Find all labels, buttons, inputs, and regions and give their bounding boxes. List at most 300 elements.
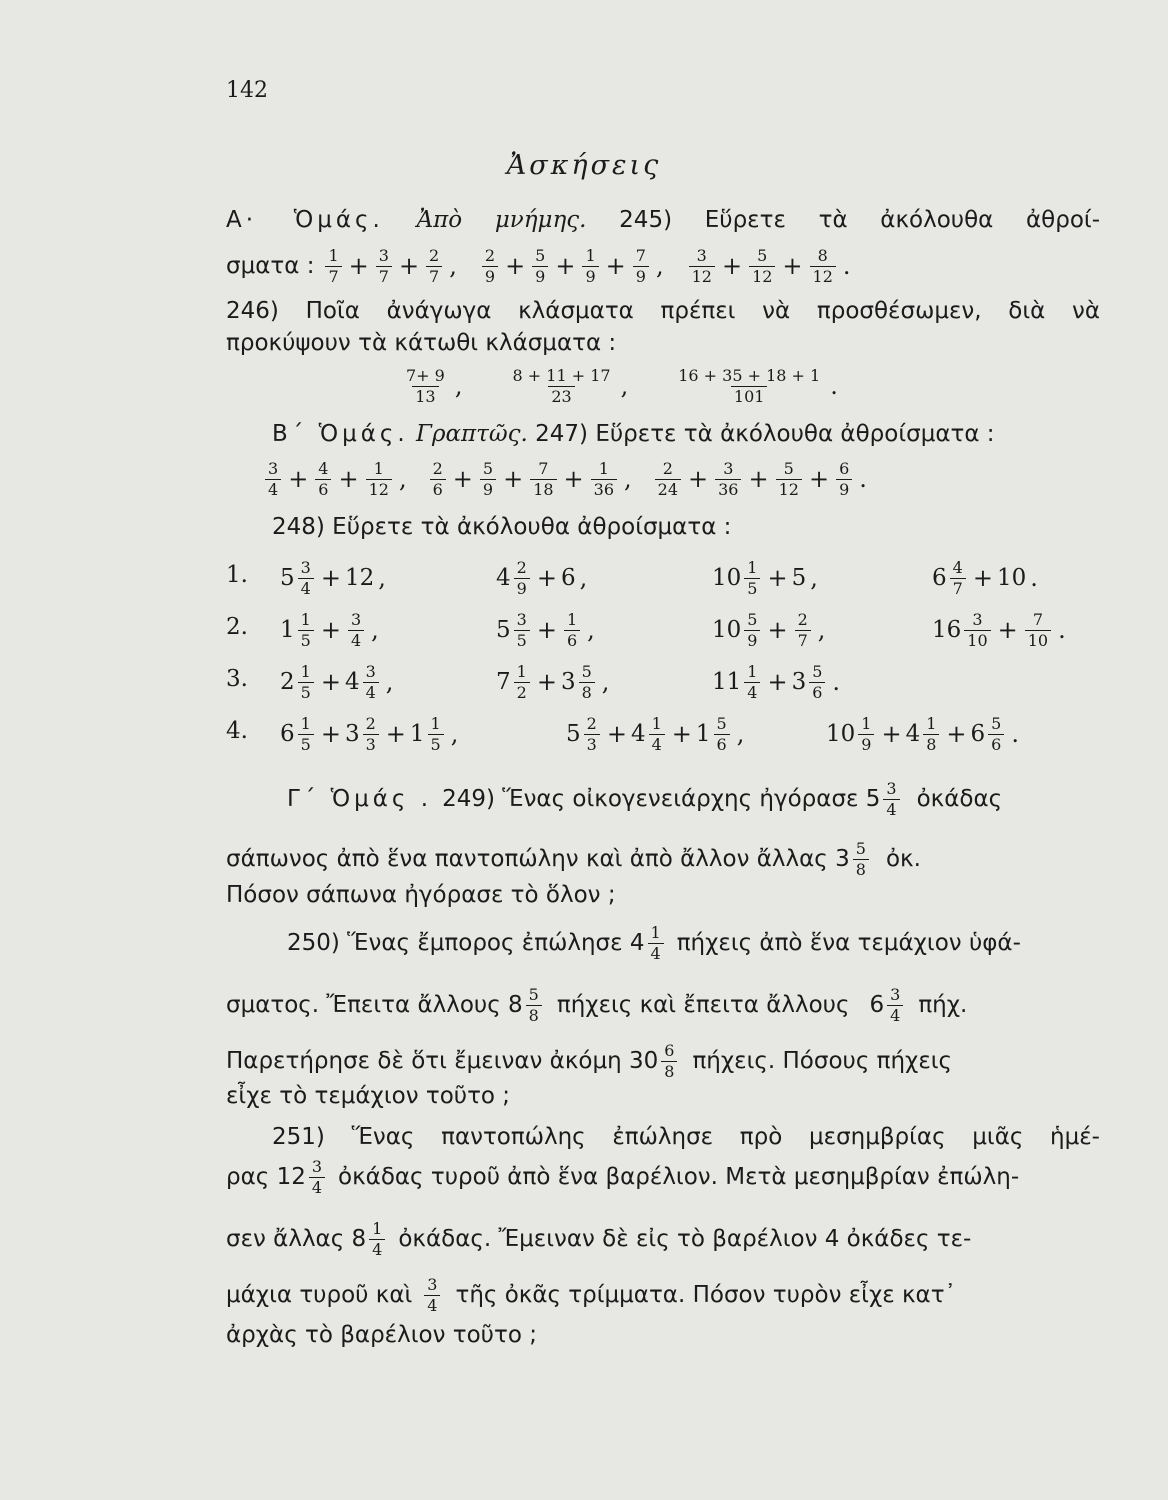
fraction <box>633 247 649 286</box>
whole-number: 4 <box>344 669 360 695</box>
punctuation: , <box>810 564 818 592</box>
fraction <box>265 460 281 499</box>
fraction-numerator: 8 <box>817 245 828 265</box>
fraction-denominator: 7 <box>950 578 966 598</box>
fraction-denominator: 4 <box>298 578 314 598</box>
plus-sign: + <box>767 564 788 592</box>
punctuation: , <box>579 564 588 592</box>
exercise-248-row <box>226 708 1100 760</box>
whole-number: 1 <box>695 721 711 747</box>
fraction-denominator: 12 <box>366 479 392 499</box>
fraction-numerator: 1 <box>861 713 872 733</box>
fraction-numerator: 3 <box>365 661 376 681</box>
mixed-number-sum <box>280 552 390 604</box>
fraction-numerator: 3 <box>300 557 311 577</box>
exercise-250-text-h: Παρετήρησε δὲ ὅτι ἔμειναν ἀκόμη 30 <box>226 1048 659 1074</box>
row-label: 1. <box>226 562 248 588</box>
fraction <box>809 663 825 702</box>
whole-number: 1 <box>409 721 425 747</box>
fraction <box>582 247 598 286</box>
fraction-numerator: 1 <box>747 557 758 577</box>
plus-sign: + <box>385 720 406 748</box>
punctuation: , <box>450 720 459 748</box>
punctuation: , <box>620 372 629 400</box>
fraction <box>744 663 760 702</box>
exercise-246-line1: 246) Ποῖα ἀνάγωγα κλάσματα πρέπει νὰ προσθέσωμεν, διὰ νὰ <box>226 298 1100 324</box>
plus-sign: + <box>338 465 359 493</box>
fraction-denominator: 8 <box>923 734 939 754</box>
fraction-denominator: 12 <box>749 266 775 286</box>
fraction-numerator: 5 <box>991 713 1002 733</box>
fraction-numerator: 1 <box>430 713 441 733</box>
fraction-numerator: 8 + 11 + 17 <box>512 365 611 385</box>
fraction-numerator: 1 <box>566 609 578 629</box>
exercise-251-line2 <box>226 1148 1019 1206</box>
exercise-250-fraction-3: 3 4 <box>887 986 903 1025</box>
fraction-numerator: 3 <box>723 458 734 478</box>
exercise-251-text-d: σεν ἄλλας 8 <box>226 1226 367 1252</box>
fraction <box>858 715 874 754</box>
plus-sign: + <box>997 616 1018 644</box>
exercise-249-text-a: 249) Ἕνας οἰκογενειάρχης ἠγόρασε 5 <box>442 786 881 812</box>
fraction <box>964 611 990 650</box>
punctuation: , <box>624 465 632 493</box>
fraction-numerator: 2 <box>484 245 496 265</box>
plus-sign: + <box>563 465 584 493</box>
exercise-251-text-h: τῆς ὀκᾶς τρίμματα. Πόσον τυρὸν εἶχε κατ᾽ <box>455 1282 957 1308</box>
fraction-denominator: 7 <box>376 266 392 286</box>
exercise-245-sums <box>226 238 873 294</box>
sum-expression <box>262 460 411 499</box>
fraction-numerator: 3 <box>350 609 362 629</box>
group-c-label: Γ΄ Ὁμάς . <box>287 786 433 812</box>
fraction <box>532 247 548 286</box>
exercise-251-text-b: ρας 12 <box>226 1164 306 1190</box>
fraction-denominator: 9 <box>514 578 530 598</box>
fraction-denominator: 10 <box>964 630 990 650</box>
fraction-denominator: 6 <box>988 734 1004 754</box>
fraction <box>988 715 1004 754</box>
fraction-denominator: 3 <box>584 734 600 754</box>
fraction-denominator: 9 <box>532 266 548 286</box>
mixed-number-sum <box>566 708 748 760</box>
plus-sign: + <box>505 252 526 280</box>
fraction <box>836 460 852 499</box>
mixed-number-sum <box>280 708 462 760</box>
fraction <box>591 460 617 499</box>
fraction <box>579 663 595 702</box>
exercise-251-line5: ἀρχὰς τὸ βαρέλιον τοῦτο ; <box>226 1322 537 1348</box>
group-a-title: Ἀπὸ μνήμης. <box>416 207 587 233</box>
fraction-denominator: 23 <box>548 386 574 406</box>
exercise-251-text-g: μάχια τυροῦ καὶ <box>226 1282 413 1308</box>
exercise-249-fraction-2: 5 8 <box>853 840 869 879</box>
whole-number: 5 <box>280 565 295 591</box>
mixed-number-sum <box>496 604 599 656</box>
fraction-numerator: 3 <box>696 245 707 265</box>
fraction <box>950 559 966 598</box>
fraction-denominator: 18 <box>530 479 556 499</box>
fraction <box>795 611 811 650</box>
fraction-denominator: 9 <box>836 479 852 499</box>
exercise-247-text: 247) Εὕρετε τὰ ἀκόλουθα ἀθροίσματα : <box>535 421 995 447</box>
fraction-denominator: 6 <box>809 682 825 702</box>
fraction-numerator: 7 <box>1032 609 1044 629</box>
plus-sign: + <box>782 252 803 280</box>
whole-number: 3 <box>560 669 576 695</box>
plus-sign: + <box>320 616 341 644</box>
exercise-248-row <box>226 552 1100 604</box>
punctuation: , <box>449 252 457 280</box>
plus-sign: + <box>605 252 626 280</box>
fraction-denominator: 9 <box>744 630 760 650</box>
exercise-251-text-e: ὀκάδας. Ἔμειναν δὲ εἰς τὸ βαρέλιον 4 ὀκάδες τε- <box>398 1226 972 1252</box>
group-b-label: Β΄ Ὁμάς. <box>272 421 409 447</box>
punctuation: . <box>859 465 867 493</box>
exercise-250-line4: εἶχε τὸ τεμάχιον τοῦτο ; <box>226 1083 511 1109</box>
fraction <box>514 663 530 702</box>
page-number: 142 <box>226 78 268 103</box>
punctuation: , <box>601 668 610 696</box>
exercise-251-text-c: ὀκάδας τυροῦ ἀπὸ ἕνα βαρέλιον. Μετὰ μεσημβρίαν ἐπώλη- <box>338 1164 1020 1190</box>
fraction-denominator: 5 <box>428 734 444 754</box>
punctuation: , <box>378 564 386 592</box>
fraction-denominator: 5 <box>298 682 314 702</box>
exercise-249-fraction-1: 3 4 <box>883 780 899 819</box>
fraction-numerator: 4 <box>952 557 963 577</box>
exercise-250-text-c: σματος. Ἔπειτα ἄλλους 8 <box>226 992 523 1018</box>
fraction-numerator: 2 <box>586 713 597 733</box>
punctuation: , <box>398 465 407 493</box>
punctuation: . <box>1058 616 1066 644</box>
plus-sign: + <box>536 668 557 696</box>
plus-sign: + <box>320 720 341 748</box>
plus-sign: + <box>721 252 743 280</box>
fraction-numerator: 1 <box>585 245 596 265</box>
fraction-denominator: 2 <box>514 682 530 702</box>
plus-sign: + <box>348 252 369 280</box>
whole-number: 2 <box>280 669 295 695</box>
plus-sign: + <box>503 465 524 493</box>
group-a-line <box>226 205 1100 235</box>
plus-sign: + <box>808 465 830 493</box>
fraction-denominator: 5 <box>298 734 314 754</box>
reducible-fraction <box>507 367 633 406</box>
exercise-250-line2 <box>226 976 967 1034</box>
exercise-251-fraction-2: 1 4 <box>369 1220 385 1259</box>
row-label: 2. <box>226 614 248 640</box>
exercise-251-line1: 251) Ἕνας παντοπώλης ἐπώλησε πρὸ μεσημβρίας μιᾶς ἡμέ- <box>272 1124 1100 1150</box>
fraction <box>1025 611 1051 650</box>
plus-sign: + <box>748 465 769 493</box>
fraction-denominator: 9 <box>633 266 649 286</box>
whole-number: 6 <box>560 565 576 591</box>
fraction-denominator: 9 <box>482 266 498 286</box>
fraction-numerator: 5 <box>747 609 758 629</box>
fraction-denominator: 7 <box>426 266 442 286</box>
whole-number: 4 <box>630 721 646 747</box>
plus-sign: + <box>536 564 557 592</box>
whole-number: 10 <box>712 565 742 591</box>
exercise-246-fractions <box>400 358 882 414</box>
fraction-denominator: 6 <box>315 479 331 499</box>
fraction-numerator: 5 <box>716 713 727 733</box>
exercise-250-text-e: 6 <box>869 992 885 1018</box>
plus-sign: + <box>767 616 788 644</box>
whole-number: 4 <box>496 565 511 591</box>
exercise-249-line3: Πόσον σάπωνα ἠγόρασε τὸ ὅλον ; <box>226 882 616 908</box>
fraction-numerator: 2 <box>365 713 376 733</box>
fraction <box>315 460 331 499</box>
fraction-denominator: 4 <box>265 479 281 499</box>
fraction-numerator: 1 <box>598 458 609 478</box>
exercise-250-text-g: πήχ. <box>918 992 968 1018</box>
fraction <box>298 559 314 598</box>
row-label: 4. <box>226 718 248 744</box>
exercise-250-fraction-4: 6 8 <box>661 1042 677 1081</box>
fraction <box>363 715 379 754</box>
whole-number: 10 <box>712 617 742 643</box>
fraction-denominator: 101 <box>731 386 768 406</box>
fraction-numerator: 1 <box>926 713 937 733</box>
fraction <box>428 715 444 754</box>
exercise-249-text-c: σάπωνος ἀπὸ ἕνα παντοπώλην καὶ ἀπὸ ἄλλον ἄλλας 3 <box>226 846 850 872</box>
exercise-250-text-b: πήχεις ἀπὸ ἕνα τεμάχιον ὑφά- <box>676 930 1021 956</box>
fraction-numerator: 1 <box>747 661 758 681</box>
plus-sign: + <box>320 668 341 696</box>
punctuation: . <box>1011 720 1019 748</box>
plus-sign: + <box>288 465 309 493</box>
fraction-denominator: 4 <box>744 682 760 702</box>
whole-number: 16 <box>932 617 962 643</box>
fraction-numerator: 3 <box>516 609 527 629</box>
punctuation: , <box>454 372 463 400</box>
exercise-249-text-d: ὀκ. <box>885 846 921 872</box>
fraction <box>715 460 741 499</box>
whole-number: 12 <box>344 565 375 591</box>
fraction-numerator: 5 <box>535 245 546 265</box>
fraction <box>530 460 556 499</box>
fraction-numerator: 1 <box>651 713 662 733</box>
exercise-249-text-b: ὀκάδας <box>916 786 1003 812</box>
reducible-fraction <box>672 367 842 406</box>
fraction <box>510 367 614 406</box>
exercise-251-fraction-1: 3 4 <box>309 1158 325 1197</box>
fraction-denominator: 5 <box>514 630 530 650</box>
plus-sign: + <box>555 252 576 280</box>
exercise-248-row <box>226 656 1100 708</box>
fraction-numerator: 5 <box>581 661 592 681</box>
fraction <box>689 247 715 286</box>
whole-number: 6 <box>280 721 295 747</box>
plus-sign: + <box>767 668 788 696</box>
fraction <box>426 247 442 286</box>
whole-number: 7 <box>496 669 511 695</box>
row-label: 3. <box>226 666 248 692</box>
punctuation: , <box>817 616 826 644</box>
fraction-denominator: 9 <box>858 734 874 754</box>
mixed-number-sum <box>712 552 822 604</box>
whole-number: 10 <box>996 565 1027 591</box>
fraction <box>923 715 939 754</box>
fraction-denominator: 12 <box>689 266 715 286</box>
section-heading: Ἀσκήσεις <box>506 150 662 181</box>
fraction-numerator: 2 <box>797 609 808 629</box>
fraction-numerator: 2 <box>662 458 673 478</box>
fraction <box>325 247 341 286</box>
mixed-number-sum <box>496 656 613 708</box>
exercise-247-sums <box>262 450 887 508</box>
plus-sign: + <box>946 720 967 748</box>
exercise-250-text-i: πήχεις. Πόσους πήχεις <box>692 1048 953 1074</box>
group-b-line <box>272 419 995 449</box>
whole-number: 5 <box>791 565 807 591</box>
fraction <box>482 247 498 286</box>
fraction-numerator: 2 <box>429 245 440 265</box>
exercise-250-text-d: πήχεις καὶ ἔπειτα ἄλλους <box>556 992 850 1018</box>
fraction-denominator: 13 <box>412 386 438 406</box>
whole-number: 5 <box>566 721 581 747</box>
exercise-250-line1 <box>287 914 1021 972</box>
fraction-denominator: 12 <box>810 266 836 286</box>
fraction-numerator: 3 <box>268 458 279 478</box>
fraction-denominator: 5 <box>744 578 760 598</box>
fraction-denominator: 36 <box>715 479 741 499</box>
fraction <box>564 611 580 650</box>
fraction <box>655 460 681 499</box>
fraction <box>348 611 364 650</box>
punctuation: . <box>1030 564 1038 592</box>
fraction-numerator: 5 <box>757 245 768 265</box>
fraction <box>376 247 392 286</box>
fraction <box>584 715 600 754</box>
punctuation: . <box>842 252 851 280</box>
fraction-denominator: 24 <box>655 479 681 499</box>
fraction-numerator: 2 <box>516 557 527 577</box>
whole-number: 11 <box>712 669 742 695</box>
sum-expression <box>322 247 460 286</box>
mixed-number-sum <box>280 604 383 656</box>
fraction <box>514 611 530 650</box>
plus-sign: + <box>881 720 902 748</box>
mixed-number-sum <box>712 656 844 708</box>
fraction <box>776 460 802 499</box>
fraction-numerator: 5 <box>482 458 494 478</box>
punctuation: , <box>655 252 664 280</box>
fraction <box>675 367 823 406</box>
fraction-numerator: 4 <box>318 458 329 478</box>
fraction <box>363 663 379 702</box>
mixed-number-sum <box>496 552 591 604</box>
fraction-denominator: 9 <box>582 266 598 286</box>
fraction-numerator: 3 <box>378 245 389 265</box>
fraction-denominator: 4 <box>649 734 665 754</box>
whole-number: 10 <box>826 721 856 747</box>
sum-expression <box>652 460 871 499</box>
fraction-denominator: 12 <box>776 479 802 499</box>
whole-number: 1 <box>280 617 295 643</box>
whole-number: 4 <box>905 721 921 747</box>
fraction-numerator: 16 + 35 + 18 + 1 <box>678 365 821 385</box>
fraction-numerator: 7 <box>538 458 549 478</box>
exercise-251-fraction-3: 3 4 <box>424 1276 440 1315</box>
exercise-245-text: 245) Εὕρετε τὰ ἀκόλουθα ἀθροί- <box>619 207 1101 233</box>
plus-sign: + <box>320 564 341 592</box>
exercise-245-text2: σματα : <box>226 253 315 279</box>
fraction <box>366 460 392 499</box>
mixed-number-sum <box>932 552 1042 604</box>
mixed-number-sum <box>712 604 829 656</box>
fraction-numerator: 1 <box>300 713 311 733</box>
fraction-numerator: 6 <box>839 458 850 478</box>
mixed-number-sum <box>826 708 1023 760</box>
fraction <box>744 559 760 598</box>
plus-sign: + <box>606 720 627 748</box>
punctuation: , <box>385 668 394 696</box>
fraction-denominator: 4 <box>348 630 364 650</box>
fraction-numerator: 3 <box>972 609 983 629</box>
plus-sign: + <box>452 465 473 493</box>
fraction <box>749 247 775 286</box>
mixed-number-sum <box>932 604 1070 656</box>
fraction <box>744 611 760 650</box>
fraction <box>298 715 314 754</box>
plus-sign: + <box>398 252 420 280</box>
fraction-denominator: 7 <box>325 266 341 286</box>
fraction-denominator: 10 <box>1025 630 1051 650</box>
fraction-denominator: 5 <box>298 630 314 650</box>
exercise-250-fraction-1: 1 4 <box>648 924 664 963</box>
fraction-numerator: 1 <box>328 245 339 265</box>
fraction-numerator: 5 <box>812 661 823 681</box>
fraction <box>298 611 314 650</box>
fraction <box>514 559 530 598</box>
fraction <box>403 367 448 406</box>
reducible-fraction <box>400 367 467 406</box>
fraction-denominator: 3 <box>363 734 379 754</box>
plus-sign: + <box>972 564 993 592</box>
exercise-246-line2: προκύψουν τὰ κάτωθι κλάσματα : <box>226 330 617 356</box>
exercise-248-row <box>226 604 1100 656</box>
fraction <box>480 460 496 499</box>
exercise-249-line1 <box>287 770 1002 828</box>
fraction-denominator: 6 <box>430 479 446 499</box>
fraction <box>714 715 730 754</box>
group-a-label: Α· Ὁμάς. <box>226 207 384 233</box>
punctuation: , <box>587 616 595 644</box>
sum-expression <box>427 460 636 499</box>
group-b-title: Γραπτῶς. <box>416 421 528 447</box>
fraction <box>430 460 446 499</box>
whole-number: 6 <box>932 565 947 591</box>
exercise-251-line3 <box>226 1210 971 1268</box>
exercise-248-text: 248) Εὕρετε τὰ ἀκόλουθα ἀθροίσματα : <box>272 514 732 540</box>
fraction-denominator: 4 <box>363 682 379 702</box>
fraction-denominator: 8 <box>579 682 595 702</box>
plus-sign: + <box>536 616 557 644</box>
fraction-numerator: 1 <box>516 661 527 681</box>
exercise-250-fraction-2: 5 8 <box>526 986 542 1025</box>
fraction <box>810 247 836 286</box>
fraction-numerator: 1 <box>300 609 311 629</box>
sum-expression <box>479 247 668 286</box>
whole-number: 3 <box>791 669 807 695</box>
fraction-numerator: 7+ 9 <box>406 365 445 385</box>
fraction-numerator: 2 <box>432 458 443 478</box>
exercise-250-text-a: 250) Ἕνας ἔμπορος ἐπώλησε 4 <box>287 930 645 956</box>
whole-number: 5 <box>496 617 511 643</box>
punctuation: , <box>736 720 745 748</box>
